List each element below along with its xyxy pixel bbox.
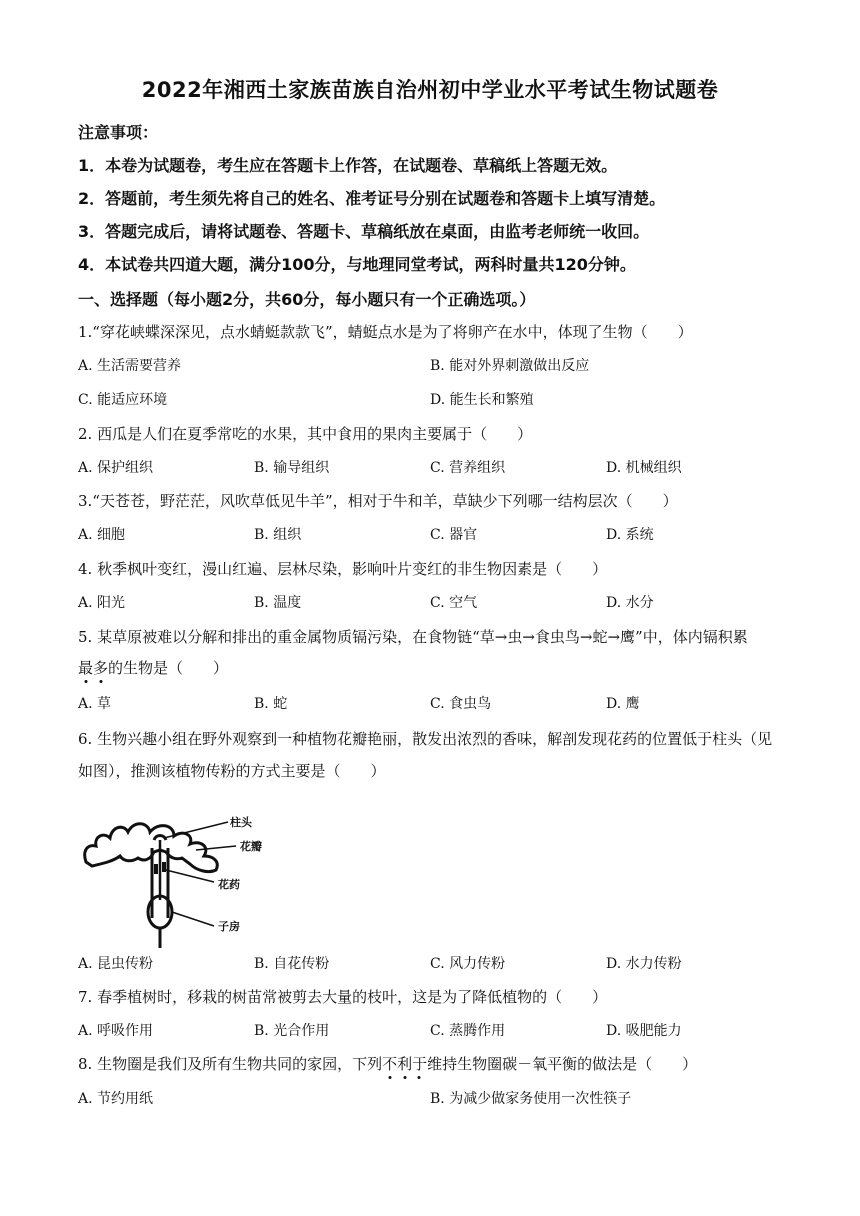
label-ovary: 子房 [218, 920, 240, 933]
question-1-option-d: D. 能生长和繁殖 [430, 392, 534, 408]
question-7-option-d: D. 吸肥能力 [606, 1023, 682, 1039]
question-8-stem: 8. 生物圈是我们及所有生物共同的家园，下列不利于 维持生物圈碳－氧平衡的做法是（ ） [78, 1053, 697, 1074]
emphasis-dotted-text: 最多 [78, 659, 108, 677]
question-7-option-b: B. 光合作用 [254, 1023, 330, 1039]
question-4-stem: 4. 秋季枫叶变红，漫山红遍、层林尽染，影响叶片变红的非生物因素是（ ） [78, 560, 608, 578]
question-6-option-c: C. 风力传粉 [430, 956, 506, 972]
flower-diagram [78, 800, 298, 950]
question-8-option-a: A. 节约用纸 [78, 1091, 154, 1107]
question-2-option-b: B. 输导组织 [254, 460, 330, 476]
leader-line-petal [196, 846, 236, 850]
question-5-option-d: D. 鹰 [606, 696, 640, 712]
question-6-option-b: B. 自花传粉 [254, 956, 330, 972]
question-2-option-a: A. 保护组织 [78, 460, 154, 476]
question-1-option-b: B. 能对外界刺激做出反应 [430, 358, 590, 374]
question-5-option-b: B. 蛇 [254, 696, 288, 712]
leader-line-ovary [172, 912, 214, 926]
question-6-stem-line-1: 6. 生物兴趣小组在野外观察到一种植物花瓣艳丽，散发出浓烈的香味，解剖发现花药的位置低于柱头（见 [78, 730, 773, 748]
question-4-option-a: A. 阳光 [78, 595, 126, 611]
question-8-option-b: B. 为减少做家务使用一次性筷子 [430, 1091, 632, 1107]
question-3-option-d: D. 系统 [606, 527, 654, 543]
question-7-option-a: A. 呼吸作用 [78, 1023, 154, 1039]
question-4-option-c: C. 空气 [430, 595, 478, 611]
question-2-stem: 2. 西瓜是人们在夏季常吃的水果，其中食用的果肉主要属于（ ） [78, 425, 533, 443]
question-5-option-a: A. 草 [78, 696, 112, 712]
question-7-stem: 7. 春季植树时，移栽的树苗常被剪去大量的枝叶，这是为了降低植物的（ ） [78, 988, 608, 1006]
question-4-option-b: B. 温度 [254, 595, 302, 611]
question-6-option-d: D. 水力传粉 [606, 956, 682, 972]
question-5-stem-line-2: 最多 的生物是（ ） [78, 657, 228, 678]
question-5-option-c: C. 食虫鸟 [430, 696, 492, 712]
notice-heading: 注意事项： [78, 123, 159, 142]
question-2-option-c: C. 营养组织 [430, 460, 506, 476]
question-5-stem-line-1: 5. 某草原被难以分解和排出的重金属物质镉污染，在食物链“草→虫→食虫鸟→蛇→鹰”中，体内镉积累 [78, 628, 748, 646]
question-3-option-c: C. 器官 [430, 527, 478, 543]
notice-item-3: 3．答题完成后，请将试题卷、答题卡、草稿纸放在桌面，由监考老师统一收回。 [78, 222, 650, 241]
question-6-stem-line-2: 如图），推测该植物传粉的方式主要是（ ） [78, 762, 386, 780]
question-7-option-c: C. 蒸腾作用 [430, 1023, 506, 1039]
notice-item-4: 4．本试卷共四道大题，满分100分，与地理同堂考试，两科时量共120分钟。 [78, 255, 636, 274]
label-anther: 花药 [218, 878, 240, 891]
notice-item-1: 1．本卷为试题卷，考生应在答题卡上作答，在试题卷、草稿纸上答题无效。 [78, 156, 618, 175]
question-1-stem: 1.“穿花峡蝶深深见，点水蜻蜓款款飞”，蜻蜓点水是为了将卵产在水中，体现了生物（ ） [78, 323, 693, 341]
question-2-option-d: D. 机械组织 [606, 460, 682, 476]
exam-title: 2022年湘西土家族苗族自治州初中学业水平考试生物试题卷 [141, 78, 719, 102]
question-3-option-a: A. 细胞 [78, 527, 126, 543]
section-heading: 一、选择题（每小题2分，共60分，每小题只有一个正确选项。） [78, 290, 536, 309]
label-stigma: 柱头 [230, 816, 252, 829]
question-3-option-b: B. 组织 [254, 527, 302, 543]
notice-item-2: 2．答题前，考生须先将自己的姓名、准考证号分别在试题卷和答题卡上填写清楚。 [78, 189, 666, 208]
question-3-stem: 3.“天苍苍，野茫茫，风吹草低见牛羊”，相对于牛和羊，草缺少下列哪一结构层次（ ） [78, 492, 678, 510]
emphasis-dotted-text: 不利于 [382, 1055, 427, 1073]
question-6-option-a: A. 昆虫传粉 [78, 956, 154, 972]
label-petal: 花瓣 [240, 840, 262, 853]
question-1-option-a: A. 生活需要营养 [78, 358, 182, 374]
question-4-option-d: D. 水分 [606, 595, 654, 611]
question-1-option-c: C. 能适应环境 [78, 392, 168, 408]
